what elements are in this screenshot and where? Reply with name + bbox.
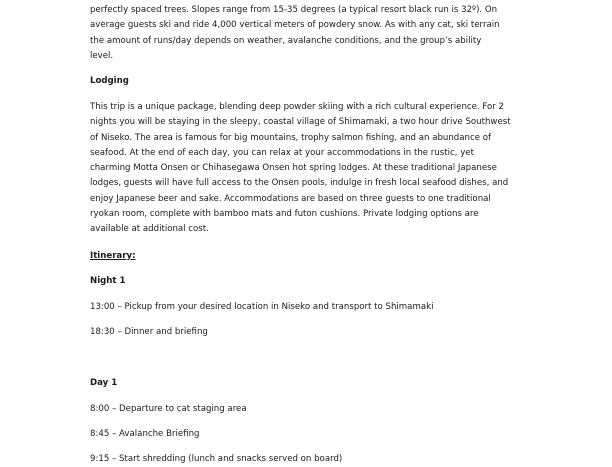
lodging-heading: Lodging [90,76,129,86]
lodging-paragraph [90,100,530,238]
itinerary-item: 8:45 – Avalanche Briefing [90,429,200,439]
lodging-line: ryokan room, complete with bamboo mats and futon cushions. Private lodging options are [90,209,479,220]
lodging-line: enjoy Japanese beer and sake. Accommodations are based on three guests to one traditional [90,193,491,204]
lodging-line: available at additional cost. [90,224,209,235]
intro-line: average guests ski and ride 4,000 vertical meters of powdery snow. As with any cat, ski terrain [90,20,500,31]
lodging-line: seafood. At the end of each day, you can relax at your accommodations in the rustic, yet [90,147,474,158]
lodging-line: nights you will be staying in the sleepy, coastal village of Shimamaki, a two hour drive Southwest [90,117,511,128]
intro-line: level. [90,50,114,61]
intro-line: perfectly spaced trees. Slopes range from 15-35 degrees (a typical resort black run is 32º). On [90,5,498,15]
itinerary-item: 8:00 – Departure to cat staging area [90,404,247,414]
night1-heading: Night 1 [90,276,126,286]
itinerary-item: 13:00 – Pickup from your desired location in Niseko and transport to Shimamaki [90,302,434,312]
itinerary-heading: Itinerary: [90,251,136,261]
intro-line: the amount of runs/day depends on weather, avalanche conditions, and the group’s ability [90,35,482,46]
lodging-line: This trip is a unique package, blending deep powder skiing with a rich cultural experience. For 2 [90,102,504,112]
intro-paragraph [90,3,530,64]
lodging-line: lodges, guests will have full access to the Onsen pools, indulge in fresh local seafood dishes, and [90,178,509,189]
lodging-line: charming Motta Onsen or Chihasegawa Onsen hot spring lodges. At these traditional Japanese [90,163,497,174]
day1-heading: Day 1 [90,378,118,388]
itinerary-item: 9:15 – Start shredding (lunch and snacks served on board) [90,454,343,464]
itinerary-item: 18:30 – Dinner and briefing [90,327,208,337]
lodging-line: of Niseko. The area is famous for big mountains, trophy salmon fishing, and an abundance of [90,132,492,143]
